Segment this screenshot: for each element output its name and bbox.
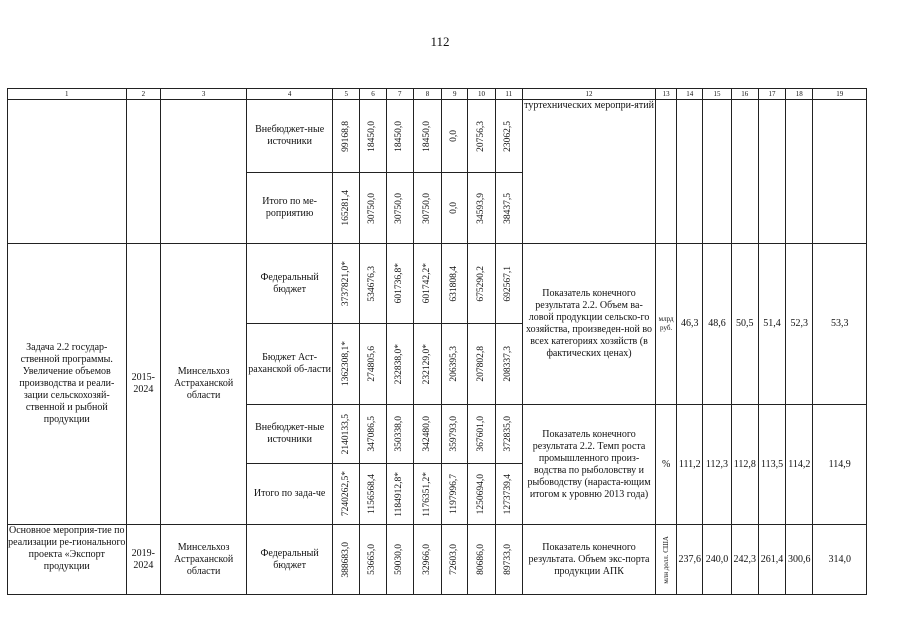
indicator-value: 112,3 xyxy=(703,405,731,525)
value-cell: 32966,0 xyxy=(421,544,432,575)
col-header: 3 xyxy=(161,89,247,100)
indicator-value: 53,3 xyxy=(813,244,867,405)
indicator-value: 51,4 xyxy=(758,244,785,405)
value-cell: 675290,2 xyxy=(475,265,486,302)
value-cell: 350338,0 xyxy=(394,416,405,452)
value-cell: 1184912,8* xyxy=(394,471,405,517)
value-cell: 80686,0 xyxy=(475,544,486,575)
value-cell: 20756,3 xyxy=(475,120,486,152)
value-cell: 1362308,1* xyxy=(340,341,351,387)
value-cell: 372835,0 xyxy=(503,416,514,452)
funding-source: Внебюджет-ные источники xyxy=(247,100,333,173)
col-header: 8 xyxy=(413,89,441,100)
col-header: 15 xyxy=(703,89,731,100)
unit-cell: млрд руб. xyxy=(656,244,677,405)
funding-source: Итого по ме-роприятию xyxy=(247,173,333,244)
value-cell: 232129,0* xyxy=(421,343,432,385)
table-row xyxy=(8,100,867,173)
period-cell: 2019-2024 xyxy=(126,525,161,595)
indicator-value: 112,8 xyxy=(731,405,758,525)
value-cell: 1176351,2* xyxy=(421,471,432,517)
task-cell: Основное мероприя-тие по реализации ре-гионального проекта «Экспорт продукции xyxy=(8,525,127,595)
col-header: 7 xyxy=(386,89,413,100)
funding-source: Федеральный бюджет xyxy=(247,244,333,324)
indicator-value: 314,0 xyxy=(813,525,867,595)
col-header: 18 xyxy=(786,89,813,100)
funding-source: Внебюджет-ные источники xyxy=(247,405,333,464)
value-cell: 18450,0 xyxy=(394,120,405,152)
value-cell: 18450,0 xyxy=(367,120,378,152)
unit-cell: млн долл. США xyxy=(662,535,671,584)
value-cell: 601736,8* xyxy=(394,263,405,304)
value-cell: 72603,0 xyxy=(449,544,460,575)
value-cell: 23062,5 xyxy=(503,120,514,152)
col-header: 19 xyxy=(813,89,867,100)
col-header: 17 xyxy=(758,89,785,100)
col-header: 4 xyxy=(247,89,333,100)
col-header: 11 xyxy=(495,89,522,100)
value-cell: 34593,9 xyxy=(475,192,486,224)
indicator-value: 52,3 xyxy=(786,244,813,405)
executor-cell: Минсельхоз Астраханской области xyxy=(161,244,247,525)
indicator-value: 300,6 xyxy=(786,525,813,595)
value-cell: 367601,0 xyxy=(475,416,486,452)
task-cell xyxy=(8,100,127,244)
task-cell: Задача 2.2 государ-ственной программы. Увеличение объемов производства и реали-зации сельскохозяй-ственной и рыбной продукции xyxy=(8,244,127,525)
period-cell: 2015-2024 xyxy=(126,244,161,525)
col-header: 9 xyxy=(442,89,468,100)
indicator-value: 114,2 xyxy=(786,405,813,525)
value-cell: 232838,0* xyxy=(394,343,405,385)
period-cell xyxy=(126,100,161,244)
value-cell: 1250694,0 xyxy=(475,473,486,515)
indicator-value: 242,3 xyxy=(731,525,758,595)
program-table xyxy=(7,88,867,595)
value-cell: 206395,3 xyxy=(449,346,460,382)
indicator-value: 114,9 xyxy=(813,405,867,525)
funding-source: Бюджет Аст-раханской об-ласти xyxy=(247,324,333,405)
value-cell: 208337,3 xyxy=(503,346,514,382)
executor-cell xyxy=(161,100,247,244)
value-cell: 601742,2* xyxy=(421,263,432,304)
value-cell: 207802,8 xyxy=(475,346,486,382)
value-cell: 631808,4 xyxy=(449,265,460,302)
value-cell: 692567,1 xyxy=(503,265,514,302)
col-header: 12 xyxy=(522,89,655,100)
value-cell: 342480,0 xyxy=(421,416,432,452)
value-cell: 3737821,0* xyxy=(340,260,351,307)
indicator-text: Показатель конечного результата 2.2. Объем ва-ловой продукции сельско-го хозяйства, произведен-ной во всех категориях хозяйств (в фактических ценах) xyxy=(522,244,655,405)
col-header: 10 xyxy=(468,89,495,100)
value-cell: 274805,6 xyxy=(367,346,378,382)
indicator-value: 261,4 xyxy=(758,525,785,595)
value-cell: 30750,0 xyxy=(421,192,432,224)
value-cell: 53665,0 xyxy=(367,544,378,575)
value-cell: 165281,4 xyxy=(340,190,351,226)
value-cell: 0,0 xyxy=(449,130,460,142)
indicator-value: 113,5 xyxy=(758,405,785,525)
indicator-text: Показатель конечного результата 2.2. Темп роста промышленного произ-водства по рыболовству и рыбоводству (нараста-ющим итогом к уровню 2013 года) xyxy=(522,405,655,525)
value-cell: 38437,5 xyxy=(503,192,514,224)
col-header: 2 xyxy=(126,89,161,100)
value-cell: 89733,0 xyxy=(503,544,514,575)
col-header: 6 xyxy=(360,89,386,100)
indicator-value: 240,0 xyxy=(703,525,731,595)
value-cell: 0,0 xyxy=(449,202,460,214)
table-row xyxy=(8,525,867,595)
value-cell: 18450,0 xyxy=(421,120,432,152)
value-cell: 1197996,7 xyxy=(449,473,460,515)
indicator-text: туртехнических меропри-ятий xyxy=(522,100,655,244)
indicator-value: 111,2 xyxy=(677,405,703,525)
col-header: 16 xyxy=(731,89,758,100)
indicator-text: Показатель конечного результата. Объем экс-порта продукции АПК xyxy=(522,525,655,595)
indicator-value: 237,6 xyxy=(677,525,703,595)
value-cell: 388683,0 xyxy=(340,541,351,578)
page-number: 112 xyxy=(430,34,450,49)
value-cell: 1156568,4 xyxy=(367,473,378,515)
funding-source: Итого по зада-че xyxy=(247,464,333,525)
funding-source: Федеральный бюджет xyxy=(247,525,333,595)
column-number-row xyxy=(8,89,867,100)
value-cell: 2140133,5 xyxy=(340,413,351,455)
col-header: 14 xyxy=(677,89,703,100)
value-cell: 59030,0 xyxy=(394,544,405,575)
col-header: 5 xyxy=(333,89,360,100)
col-header: 13 xyxy=(656,89,677,100)
table-row xyxy=(8,244,867,324)
value-cell: 359793,0 xyxy=(449,416,460,452)
value-cell: 30750,0 xyxy=(367,192,378,224)
value-cell: 30750,0 xyxy=(394,192,405,224)
value-cell: 347086,5 xyxy=(367,416,378,452)
value-cell: 7240262,5* xyxy=(340,471,351,517)
indicator-value: 48,6 xyxy=(703,244,731,405)
unit-cell: % xyxy=(656,405,677,525)
indicator-value: 50,5 xyxy=(731,244,758,405)
value-cell: 534676,3 xyxy=(367,265,378,302)
value-cell: 99168,8 xyxy=(340,120,351,152)
value-cell: 1273739,4 xyxy=(503,473,514,515)
indicator-value: 46,3 xyxy=(677,244,703,405)
col-header: 1 xyxy=(8,89,127,100)
executor-cell: Минсельхоз Астраханской области xyxy=(161,525,247,595)
